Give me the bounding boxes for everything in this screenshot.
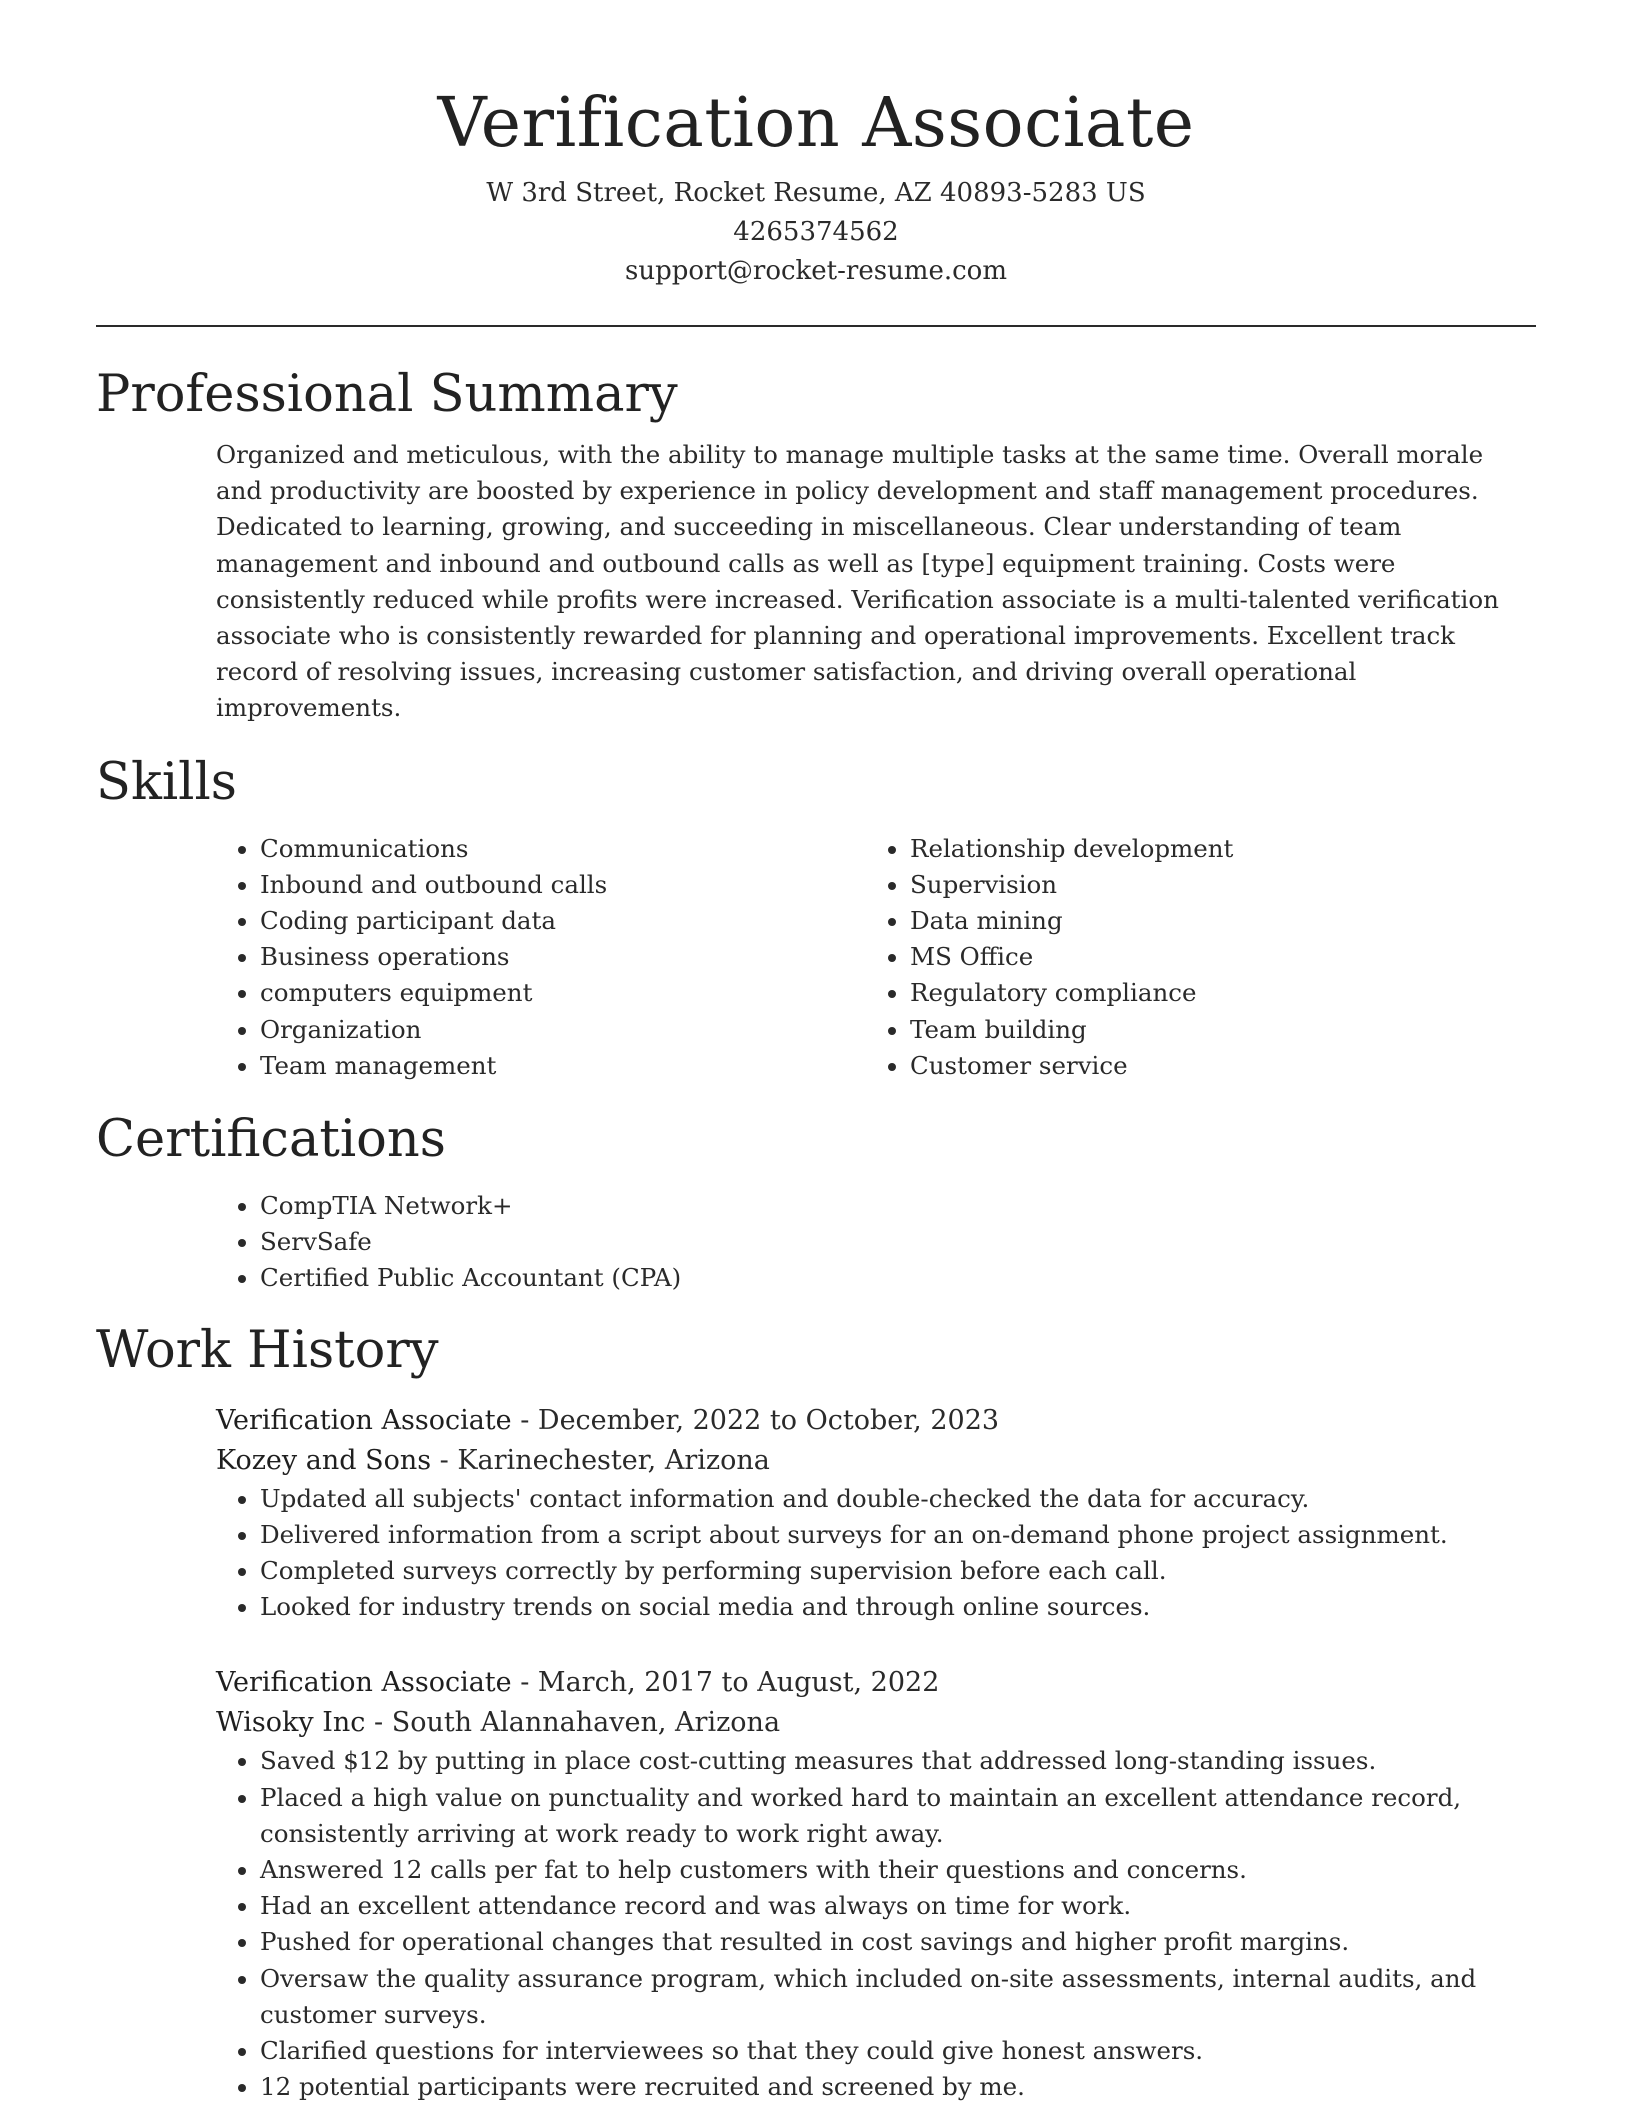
job-role: Verification Associate (216, 1667, 512, 1699)
skill-item: • Coding participant data (260, 903, 866, 939)
candidate-name: Verification Associate (437, 84, 1195, 163)
job-company-line (216, 1703, 1536, 1743)
job-duty-item: • Clarified questions for interviewees so that they could give honest answers. (260, 2033, 1536, 2069)
section-title-skills: Skills (96, 752, 237, 812)
job-role: Verification Associate (216, 1404, 512, 1436)
job-company: Wisoky Inc (216, 1707, 366, 1739)
job-duties-list (216, 1743, 1536, 2105)
job-duty-item: • Delivered information from a script about surveys for an on-demand phone project assignment. (260, 1517, 1536, 1553)
job-dates: - December, 2022 to October, 2023 (511, 1404, 1000, 1436)
skills-column-right (866, 831, 1516, 1084)
skill-item: • Team building (910, 1012, 1516, 1048)
job-duty-item: • Oversaw the quality assurance program, which included on-site assessments, internal audits, and customer surveys. (260, 1961, 1536, 2033)
skill-item: • Communications (260, 831, 866, 867)
job-duty-item: • Placed a high value on punctuality and worked hard to maintain an excellent attendance record, consistently arriving at work ready to work right away. (260, 1780, 1536, 1852)
skill-item: • Regulatory compliance (910, 975, 1516, 1011)
skill-item: • MS Office (910, 939, 1516, 975)
job-location: - South Alannahaven, Arizona (365, 1707, 781, 1739)
job-title-line (216, 1401, 1536, 1441)
job-duties-list (216, 1481, 1536, 1626)
job-entry (216, 1663, 1536, 2105)
skill-item: • Relationship development (910, 831, 1516, 867)
certification-item: • CompTIA Network+ (260, 1188, 1536, 1224)
certification-item: • ServSafe (260, 1224, 1536, 1260)
job-title-line (216, 1663, 1536, 1703)
job-company-line (216, 1441, 1536, 1481)
section-title-work-history: Work History (96, 1320, 439, 1380)
resume-header (96, 80, 1536, 291)
skill-item: • computers equipment (260, 975, 866, 1011)
skills-list-right (866, 831, 1516, 1084)
summary-text: Organized and meticulous, with the ability to manage multiple tasks at the same time. Overall morale and productivity are boosted by experience in policy development and staff management procedures. Dedicated to learning, growing, and succeeding in miscellaneous. Clear understanding of team management and inbound and outbound calls as well as [type] equipment training. Costs were consistently reduced while profits were increased. Verification associate is a multi-talented verification associate who is consistently rewarded for planning and operational improvements. Excellent track record of resolving issues, increasing customer satisfaction, and driving overall operational improvements. (216, 440, 1499, 723)
contact-info (96, 174, 1536, 291)
skill-item: • Data mining (910, 903, 1516, 939)
job-entry (216, 1401, 1536, 1626)
contact-email: support@rocket-resume.com (624, 256, 1007, 286)
contact-address: W 3rd Street, Rocket Resume, AZ 40893-5283 US (486, 178, 1146, 208)
job-duty-item: • Answered 12 calls per fat to help customers with their questions and concerns. (260, 1852, 1536, 1888)
header-divider (96, 325, 1536, 327)
job-duty-item: • Had an excellent attendance record and was always on time for work. (260, 1888, 1536, 1924)
job-duty-item: • Completed surveys correctly by performing supervision before each call. (260, 1553, 1536, 1589)
certifications-block (216, 1188, 1536, 1297)
certification-item: • Certified Public Accountant (CPA) (260, 1260, 1536, 1296)
skill-item: • Organization (260, 1012, 866, 1048)
job-duty-item: • 12 potential participants were recruited and screened by me. (260, 2069, 1536, 2105)
job-company: Kozey and Sons (216, 1444, 432, 1476)
skills-list-left (216, 831, 866, 1084)
job-location: - Karinechester, Arizona (431, 1444, 770, 1476)
job-duty-item: • Looked for industry trends on social media and through online sources. (260, 1589, 1536, 1625)
skill-item: • Supervision (910, 867, 1516, 903)
contact-phone: 4265374562 (733, 217, 899, 247)
skill-item: • Inbound and outbound calls (260, 867, 866, 903)
job-duty-item: • Updated all subjects' contact information and double-checked the data for accuracy. (260, 1481, 1536, 1517)
certifications-list (216, 1188, 1536, 1297)
section-title-summary: Professional Summary (96, 365, 678, 424)
skills-column-left (216, 831, 866, 1084)
section-title-certifications: Certifications (96, 1110, 446, 1170)
skill-item: • Business operations (260, 939, 866, 975)
job-dates: - March, 2017 to August, 2022 (511, 1667, 940, 1699)
skill-item: • Customer service (910, 1048, 1516, 1084)
job-duty-item: • Saved $12 by putting in place cost-cutting measures that addressed long-standing issues. (260, 1743, 1536, 1779)
skills-columns (216, 831, 1536, 1084)
job-duty-item: • Pushed for operational changes that resulted in cost savings and higher profit margins. (260, 1924, 1536, 1960)
skill-item: • Team management (260, 1048, 866, 1084)
